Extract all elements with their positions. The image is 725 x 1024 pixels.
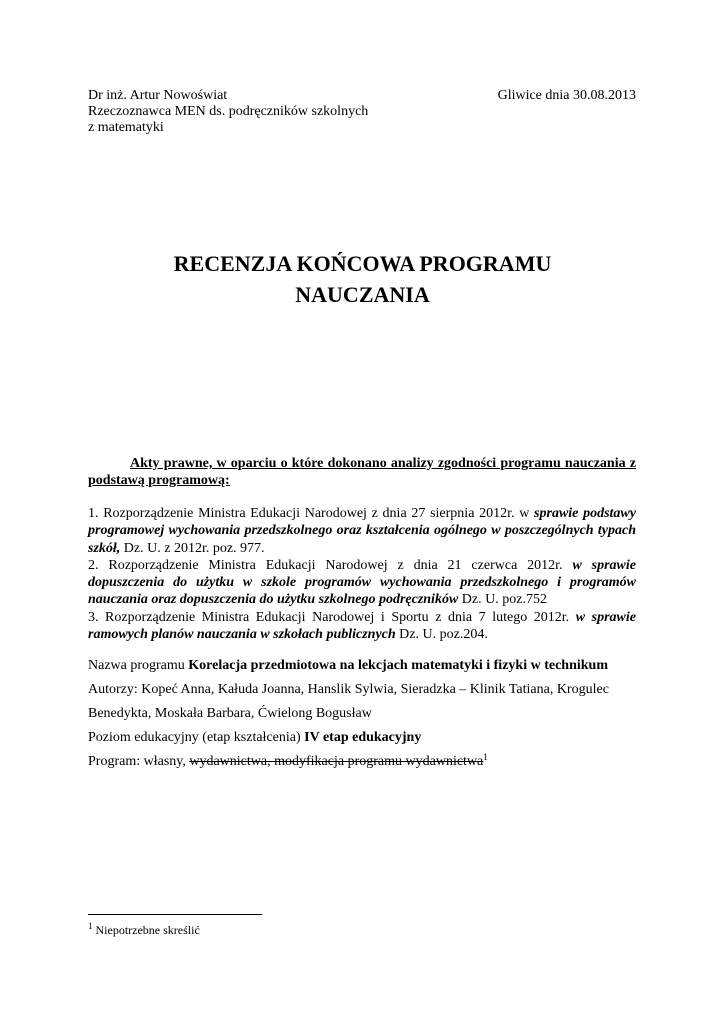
footnote	[88, 923, 200, 937]
footnote-reference[interactable]: 1	[483, 752, 488, 762]
legal-act-title: w sprawie dopuszczenia do użytku w szkole programów wychowania przedszkolnego i programów nauczania oraz dopuszczenia do użytku szkolnego podręczników	[88, 557, 636, 608]
legal-acts-heading: Akty prawne, w oparciu o które dokonano analizy zgodności programu nauczania z podstawą programową:	[88, 456, 636, 489]
legal-act-item	[88, 505, 636, 557]
footnote-number: 1	[88, 921, 93, 931]
legal-act-text: 3. Rozporządzenie Ministra Edukacji Narodowej i Sportu z dnia 7 lutego 2012r.	[88, 609, 576, 625]
legal-acts-list	[88, 505, 636, 643]
program-authors: Autorzy: Kopeć Anna, Kałuda Joanna, Hanslik Sylwia, Sieradzka – Klinik Tatiana, Krogulec Benedykta, Moskała Barbara, Ćwielong Bogusław	[88, 682, 609, 721]
program-type-struck-text: wydawnictwa, modyfikacja programu wydawnictwa	[189, 754, 484, 769]
legal-act-citation: Dz. U. poz.752	[458, 592, 547, 608]
legal-act-title: w sprawie ramowych planów nauczania w szkołach publicznych	[88, 609, 636, 643]
place-date: Gliwice dnia 30.08.2013	[497, 88, 636, 103]
legal-act-title: sprawie podstawy programowej wychowania przedszkolnego oraz kształcenia ogólnego w poszczególnych typach szkół,	[88, 506, 636, 556]
legal-act-citation: Dz. U. poz.204.	[395, 627, 488, 643]
legal-act-text: 2. Rozporządzenie Ministra Edukacji Narodowej z dnia 21 czerwca 2012r.	[88, 557, 573, 573]
author-block	[88, 88, 368, 136]
document-title-line1: RECENZJA KOŃCOWA PROGRAMU	[173, 251, 552, 276]
footnote-separator	[88, 914, 262, 915]
footnote-text: Niepotrzebne skreślić	[92, 923, 200, 937]
author-field: z matematyki	[88, 120, 164, 135]
program-name-label: Nazwa programu	[88, 658, 189, 673]
program-level-label: Poziom edukacyjny (etap kształcenia)	[88, 730, 305, 745]
legal-act-text: 1. Rozporządzenie Ministra Edukacji Narodowej z dnia 27 sierpnia 2012r. w	[88, 506, 535, 521]
document-title-line2: NAUCZANIA	[295, 282, 430, 307]
program-level-row	[88, 726, 636, 750]
author-name: Dr inż. Artur Nowoświat	[88, 88, 228, 103]
program-name-value: Korelacja przedmiotowa na lekcjach matematyki i fizyki w technikum	[188, 658, 608, 673]
program-type-row	[88, 750, 636, 774]
legal-act-citation: Dz. U. z 2012r. poz. 977.	[120, 540, 265, 556]
program-level-value: IV etap edukacyjny	[304, 730, 422, 745]
author-role: Rzeczoznawca MEN ds. podręczników szkolnych	[88, 104, 369, 119]
legal-act-item	[88, 609, 636, 644]
program-name-row	[88, 654, 636, 678]
program-info	[88, 654, 636, 774]
program-type-label: Program: własny,	[88, 754, 190, 769]
legal-act-item	[88, 557, 636, 609]
